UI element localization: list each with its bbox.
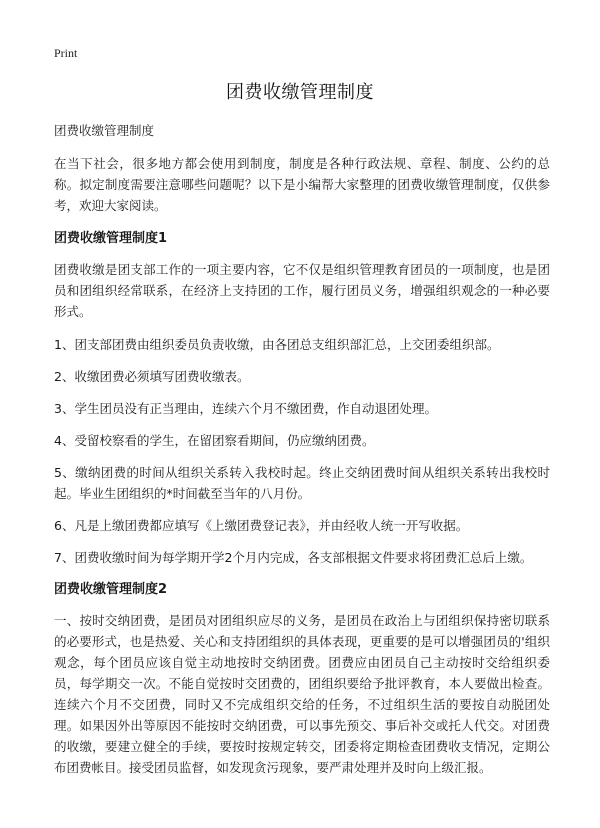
section-heading-2: 团费收缴管理制度2 — [54, 582, 168, 597]
section2-body-paragraph: 一、按时交纳团费，是团员对团组织应尽的义务，是团员在政治上与团组织保持密切联系的必要形式，也是热爱、关心和支持团组织的具体表现，更重要的是可以增强团员的'组织观念，每个团员应该自觉主动地按时交纳团费。团费应由团员自己主动按时交给组织委员，每学期交一次。不能自觉按时交团费的，团组织要给予批评教育，本人要做出检查。连续六个月不交团费，同时又不完成组织交给的任务，不过组织生活的要按自动脱团处理。如果因外出等原因不能按时交纳团费，可以事先预交、事后补交或托人代交。对团费的收缴，要建立健全的手续，要按时按规定转交，团委将定期检查团费收支情况，定期公布团费帐目。接受团员监督，如发现贪污现象，要严肃处理并及时向上级汇报。 — [54, 613, 550, 775]
list-item: 7、团费收缴时间为每学期开学2个月内完成，各支部根据文件要求将团费汇总后上缴。 — [54, 550, 533, 565]
list-item: 3、学生团员没有正当理由，连续六个月不缴团费，作自动退团处理。 — [54, 401, 437, 416]
document-title: 团费收缴管理制度 — [226, 82, 374, 103]
print-label: Print — [54, 46, 78, 60]
list-item: 4、受留校察看的学生，在留团察看期间，仍应缴纳团费。 — [54, 433, 375, 448]
section1-lead-paragraph: 团费收缴是团支部工作的一项主要内容，它不仅是组织管理教育团员的一项制度，也是团员和团组织经常联系，在经济上支持团的工作，履行团员义务，增强组织观念的一种必要形式。 — [54, 262, 550, 319]
list-item: 2、收缴团费必须填写团费收缴表。 — [54, 369, 250, 384]
list-item: 6、凡是上缴团费都应填写《上缴团费登记表》，并由经收人统一开写收据。 — [54, 518, 469, 533]
list-item: 5、缴纳团费的时间从组织关系转入我校时起。终止交纳团费时间从组织关系转出我校时起。毕业生团组织的*时间截至当年的八月份。 — [54, 465, 550, 501]
intro-paragraph: 在当下社会，很多地方都会使用到制度，制度是各种行政法规、章程、制度、公约的总称。拟定制度需要注意哪些问题呢？以下是小编帮大家整理的团费收缴管理制度，仅供参考，欢迎大家阅读。 — [54, 156, 550, 213]
document-body — [54, 120, 550, 790]
document-subtitle: 团费收缴管理制度 — [54, 123, 155, 138]
section-heading-1: 团费收缴管理制度1 — [54, 231, 168, 246]
list-item: 1、团支部团费由组织委员负责收缴，由各团总支组织部汇总，上交团委组织部。 — [54, 337, 500, 352]
